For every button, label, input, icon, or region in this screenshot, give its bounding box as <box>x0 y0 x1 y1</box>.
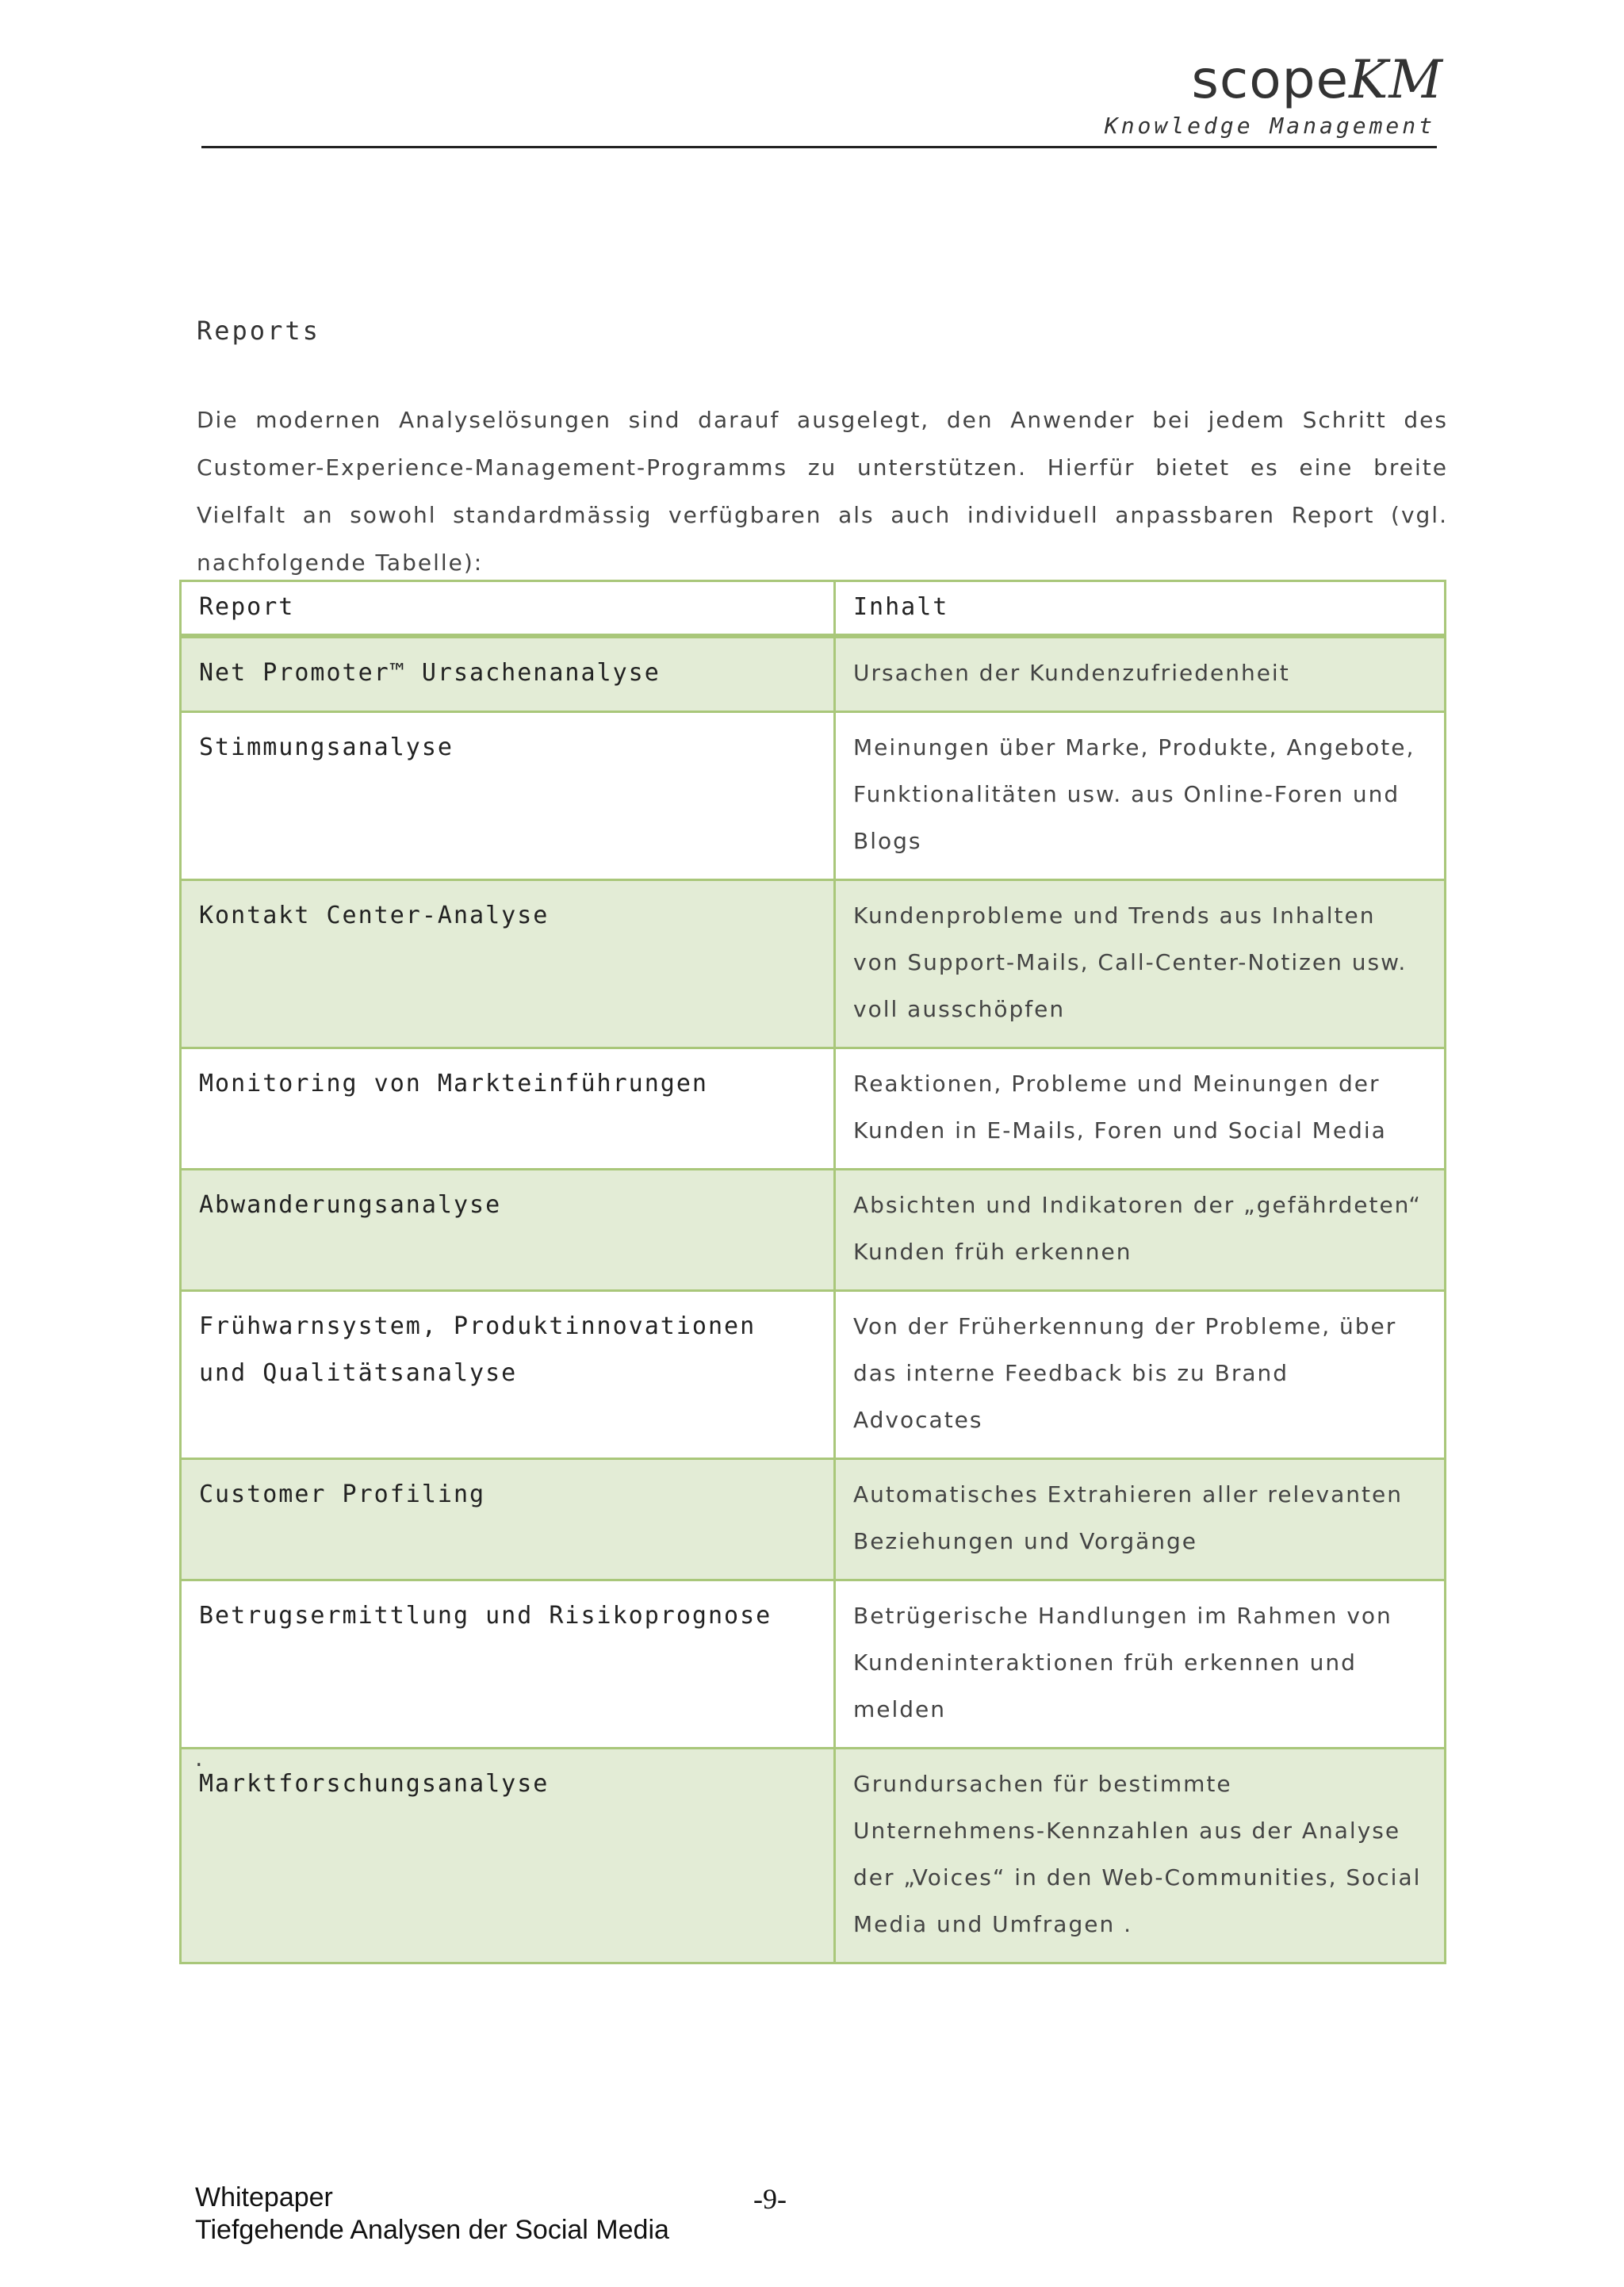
table-row <box>181 880 1446 1048</box>
table-header-row <box>181 581 1446 637</box>
report-cell: Abwanderungsanalyse <box>181 1170 835 1291</box>
report-cell: Marktforschungsanalyse <box>181 1749 835 1963</box>
footer-title: Whitepaper <box>195 2182 333 2212</box>
inhalt-cell: Von der Früherkennung der Probleme, über das interne Feedback bis zu Brand Advocates <box>835 1291 1446 1459</box>
report-cell: Frühwarnsystem, Produktinnovationen und Qualitätsanalyse <box>181 1291 835 1459</box>
logo-prefix: scope <box>1191 49 1350 110</box>
inhalt-cell: Ursachen der Kundenzufriedenheit <box>835 636 1446 712</box>
logo-suffix: KM <box>1349 49 1443 110</box>
inhalt-cell: Automatisches Extrahieren aller relevanten Beziehungen und Vorgänge <box>835 1459 1446 1580</box>
header-rule <box>201 146 1437 148</box>
table-row <box>181 1291 1446 1459</box>
report-cell: Monitoring von Markteinführungen <box>181 1048 835 1170</box>
table-row <box>181 636 1446 712</box>
table-row <box>181 712 1446 880</box>
table-row <box>181 1459 1446 1580</box>
footer-subtitle: Tiefgehende Analysen der Social Media <box>195 2215 669 2245</box>
header-subtitle: Knowledge Management <box>1104 113 1435 139</box>
report-cell: Kontakt Center-Analyse <box>181 880 835 1048</box>
inhalt-cell: Absichten und Indikatoren der „gefährdeten“ Kunden früh erkennen <box>835 1170 1446 1291</box>
report-cell: Stimmungsanalyse <box>181 712 835 880</box>
table-row <box>181 1580 1446 1749</box>
reports-table <box>179 580 1446 1964</box>
inhalt-cell: Reaktionen, Probleme und Meinungen der Kunden in E-Mails, Foren und Social Media <box>835 1048 1446 1170</box>
report-cell: Net Promoter™ Ursachenanalyse <box>181 636 835 712</box>
intro-paragraph: Die modernen Analyselösungen sind darauf ausgelegt, den Anwender bei jedem Schritt des Customer-Experience-Management-Programms zu unterstützen. Hierfür bietet es eine breite Vielfalt an sowohl standardmässig verfügbaren als auch individuell anpassbaren Report (vgl. nachfolgende Tabelle): <box>197 407 1448 576</box>
report-cell: Customer Profiling <box>181 1459 835 1580</box>
table-row <box>181 1048 1446 1170</box>
section-heading: Reports <box>197 316 320 346</box>
inhalt-cell: Betrügerische Handlungen im Rahmen von Kundeninteraktionen früh erkennen und melden <box>835 1580 1446 1749</box>
inhalt-cell: Meinungen über Marke, Produkte, Angebote, Funktionalitäten usw. aus Online-Foren und Blogs <box>835 712 1446 880</box>
table-row <box>181 1749 1446 1963</box>
table-row <box>181 1170 1446 1291</box>
page-number: -9- <box>753 2183 787 2215</box>
inhalt-cell: Grundursachen für bestimmte Unternehmens-Kennzahlen aus der Analyse der „Voices“ in den Web-Communities, Social Media und Umfragen . <box>835 1749 1446 1963</box>
report-cell: Betrugsermittlung und Risikoprognose <box>181 1580 835 1749</box>
column-header-report: Report <box>181 581 835 637</box>
stray-period: . <box>195 1745 203 1772</box>
column-header-inhalt: Inhalt <box>835 581 1446 637</box>
header-logo <box>1192 49 1443 110</box>
inhalt-cell: Kundenprobleme und Trends aus Inhalten von Support-Mails, Call-Center-Notizen usw. voll ausschöpfen <box>835 880 1446 1048</box>
